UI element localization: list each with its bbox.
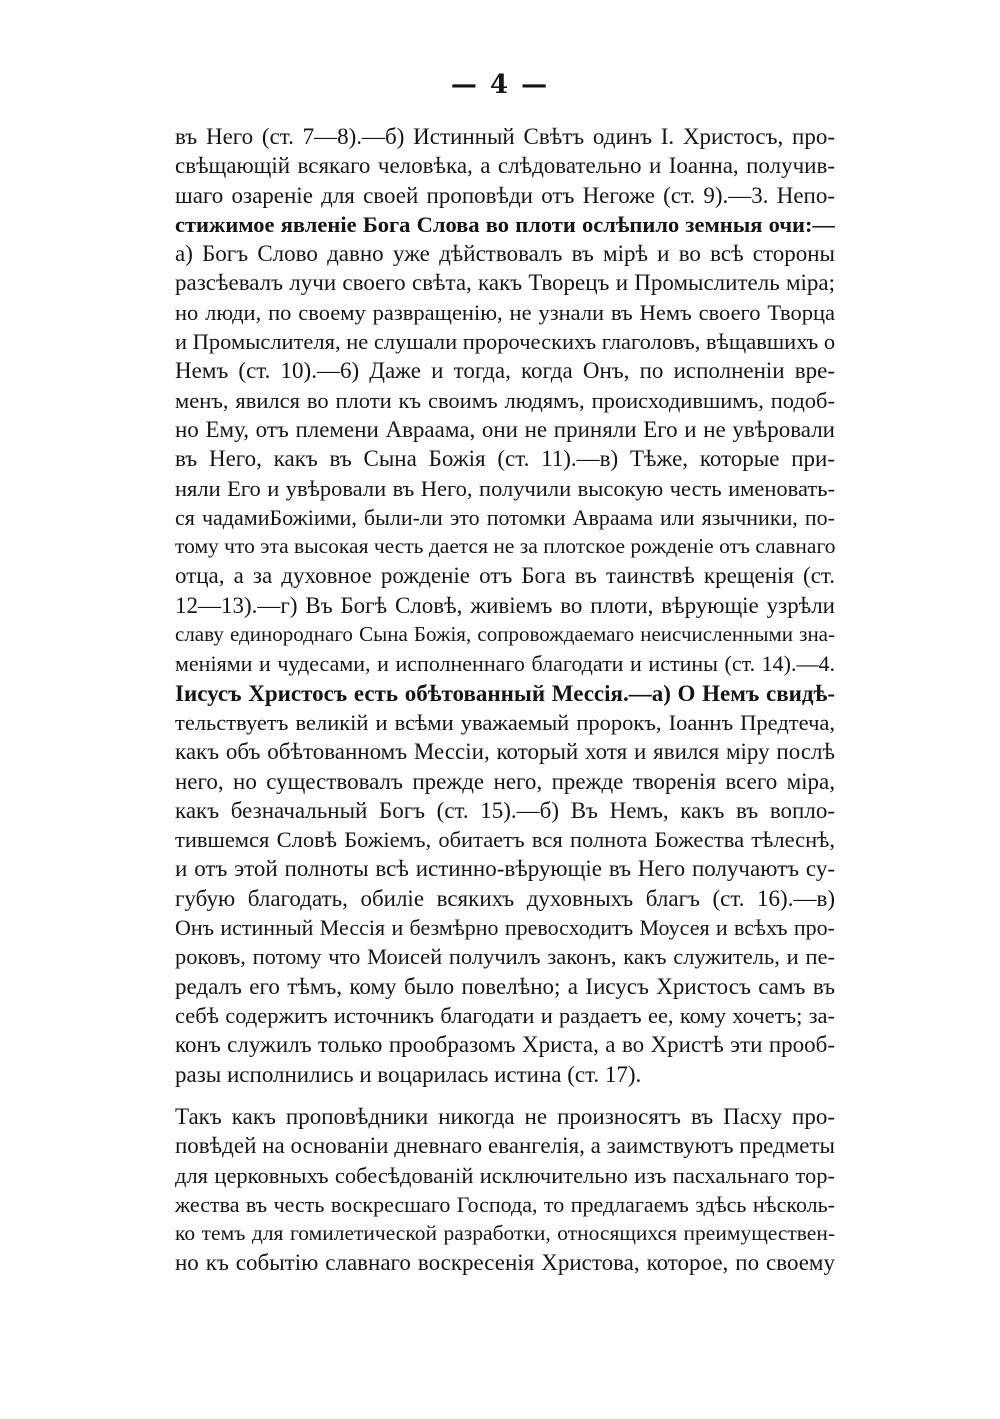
text-line: и отъ этой полноты всѣ истинно-вѣрующіе въ Него получаютъ су- [175, 856, 835, 882]
text-line: Такъ какъ проповѣдники никогда не произносятъ въ Пасху про- [175, 1104, 835, 1129]
text-line: себѣ содержитъ источникъ благодати и раздаетъ ее, кому хочетъ; за- [175, 1002, 835, 1028]
text-line: тому что эта высокая честь дается не за плотское рожденіе отъ славнаго [175, 534, 835, 559]
text-line: менъ, явился во плоти къ своимъ людямъ, происходившимъ, подоб- [175, 387, 835, 413]
text-line: него, но существовалъ прежде него, прежде творенія всего міра, [175, 768, 835, 794]
text-line: 12—13).—г) Въ Богѣ Словѣ, живіемъ во плоти, вѣрующіе узрѣли [175, 592, 835, 618]
text-line: но Ему, отъ племени Авраама, они не приняли Его и не увѣровали [175, 416, 835, 442]
text-line: Немъ (ст. 10).—6) Даже и тогда, когда Онъ, по исполненіи вре- [175, 358, 835, 384]
text-line: въ Него, какъ въ Сына Божія (ст. 11).—в) Тѣже, которые при- [175, 446, 835, 472]
text-line: роковъ, потому что Моисей получилъ законъ, какъ служитель, и пе- [175, 944, 835, 970]
text-line: какъ объ обѣтованномъ Мессіи, который хотя и явился міру послѣ [175, 739, 835, 765]
text-line: въ Него (ст. 7—8).—б) Истинный Свѣтъ одинъ І. Христосъ, про- [175, 124, 835, 149]
text-line: няли Его и увѣровали въ Него, получили высокую честь именовать- [175, 475, 835, 501]
text-line: тельствуетъ великій и всѣми уважаемый пророкъ, Іоаннъ Предтеча, [175, 709, 835, 735]
text-line: Онъ истинный Мессія и безмѣрно превосходитъ Моусея и всѣхъ про- [175, 915, 835, 941]
text-line: разсѣевалъ лучи своего свѣта, какъ Творецъ и Промыслитель міра; [175, 270, 835, 296]
paragraph-1 [175, 122, 835, 1089]
page-number: — 4 — [450, 70, 550, 100]
text-line: конъ служилъ только прообразомъ Христа, а во Христѣ эти прооб- [175, 1032, 835, 1058]
text-line: какъ безначальный Богъ (ст. 15).—б) Въ Немъ, какъ въ вопло- [175, 797, 835, 823]
text-line: губую благодать, обиліе всякихъ духовныхъ благъ (ст. 16).—в) [175, 885, 835, 911]
text-line: шаго озареніе для своей проповѣди отъ Негоже (ст. 9).—3. Непо- [175, 182, 835, 208]
text-line-bold-heading: Іисусъ Христосъ есть обѣтованный Мессія.—а) О Немъ свидѣ- [175, 680, 835, 706]
text-line: повѣдей на основаніи дневнаго евангелія, а заимствуютъ предметы [175, 1133, 835, 1159]
paragraph-2 [175, 1102, 835, 1278]
text-line: и Промыслителя, не слушали пророческихъ глаголовъ, вѣщавшихъ о [175, 329, 835, 355]
text-line: разы исполнились и воцарилась истина (ст. 17). [175, 1061, 642, 1087]
text-line: меніями и чудесами, и исполненнаго благодати и истины (ст. 14).—4. [175, 651, 835, 677]
text-line: ся чадамиБожіими, были-ли это потомки Авраама или язычники, по- [175, 504, 835, 530]
text-line: редалъ его тѣмъ, кому было повелѣно; а Іисусъ Христосъ самъ въ [175, 973, 835, 999]
text-line: но люди, по своему развращенію, не узнали въ Немъ своего Творца [175, 299, 835, 325]
text-line: ко темъ для гомилетической разработки, относящихся преимуществен- [175, 1221, 835, 1246]
text-line: славу единороднаго Сына Божія, сопровождаемаго неисчисленными зна- [175, 622, 835, 647]
text-line: но къ событію славнаго воскресенія Христова, которое, по своему [175, 1250, 835, 1276]
text-line: отца, а за духовное рожденіе отъ Бога въ таинствѣ крещенія (ст. [175, 563, 835, 589]
text-line: тившемся Словѣ Божіемъ, обитаетъ вся полнота Божества тѣлеснѣ, [175, 827, 835, 853]
text-line: свѣщающій всякаго человѣка, а слѣдовательно и Іоанна, получив- [175, 153, 835, 179]
text-line: жества въ честь воскресшаго Господа, то предлагаемъ здѣсь нѣсколь- [175, 1191, 835, 1217]
text-line: для церковныхъ собесѣдованій исключительно изъ пасхальнаго тор- [175, 1162, 835, 1188]
text-line-bold-heading: стижимое явленіе Бога Слова во плоти ослѣпило земныя очи:— [175, 211, 835, 237]
text-line: а) Богъ Слово давно уже дѣйствовалъ въ мірѣ и во всѣ стороны [175, 241, 835, 267]
